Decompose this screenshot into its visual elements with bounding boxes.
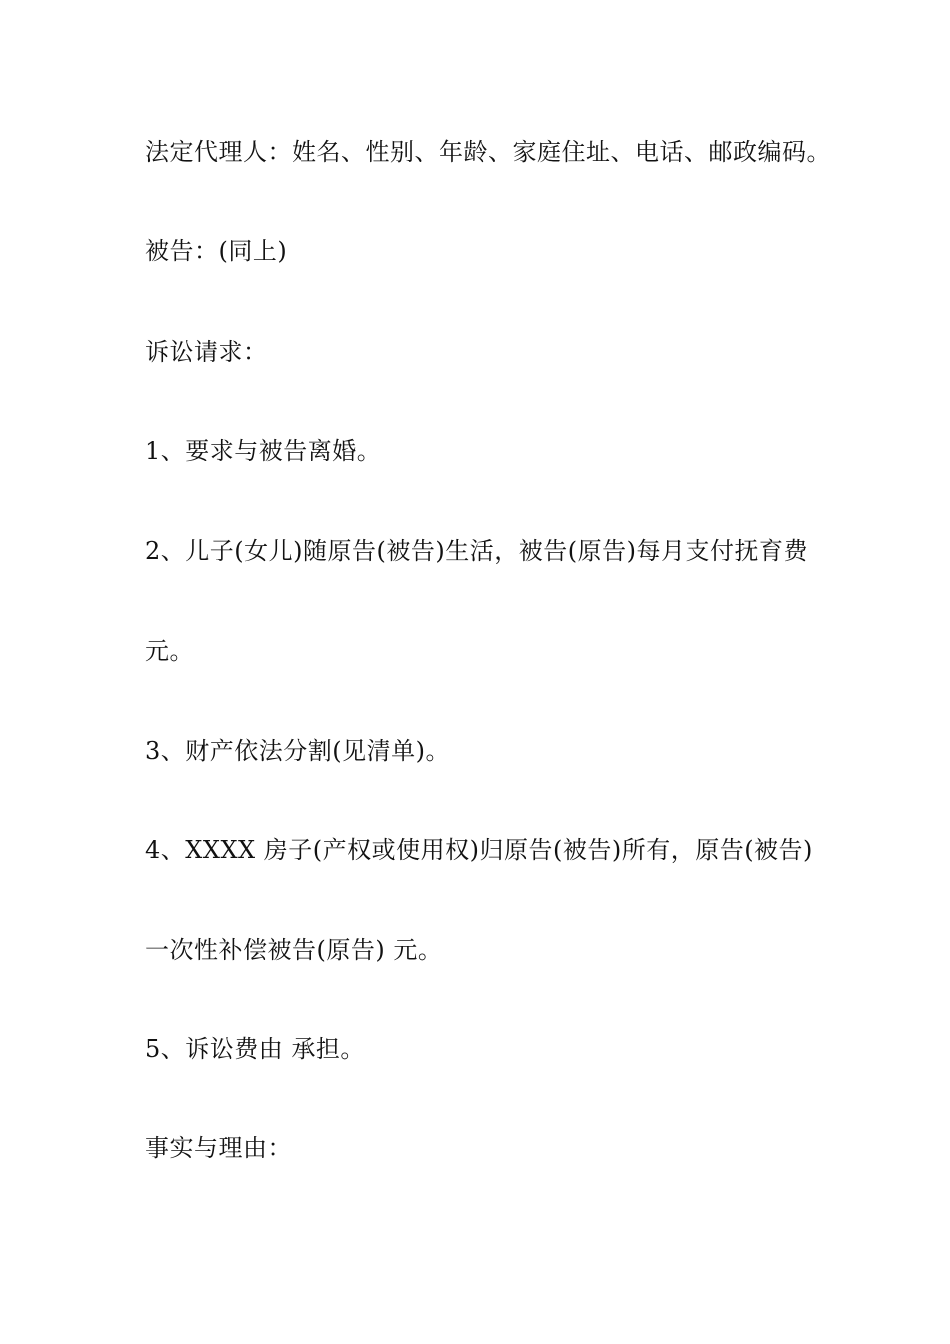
claim-3-line: 3、财产依法分割(见清单)。 [145,737,450,765]
defendant-line: 被告：(同上) [145,237,288,265]
claims-heading: 诉讼请求： [145,338,268,366]
claim-2-continuation: 元。 [145,637,194,665]
claim-5-line: 5、诉讼费由 承担。 [145,1035,365,1063]
claim-4-line: 4、XXXX 房子(产权或使用权)归原告(被告)所有，原告(被告) [145,836,813,864]
claim-4-continuation: 一次性补偿被告(原告) 元。 [145,936,443,964]
claim-2-line: 2、儿子(女儿)随原告(被告)生活，被告(原告)每月支付抚育费 [145,537,808,565]
facts-and-reasons-heading: 事实与理由： [145,1134,292,1162]
claim-1-line: 1、要求与被告离婚。 [145,437,382,465]
legal-representative-line: 法定代理人：姓名、性别、年龄、家庭住址、电话、邮政编码。 [145,138,831,166]
